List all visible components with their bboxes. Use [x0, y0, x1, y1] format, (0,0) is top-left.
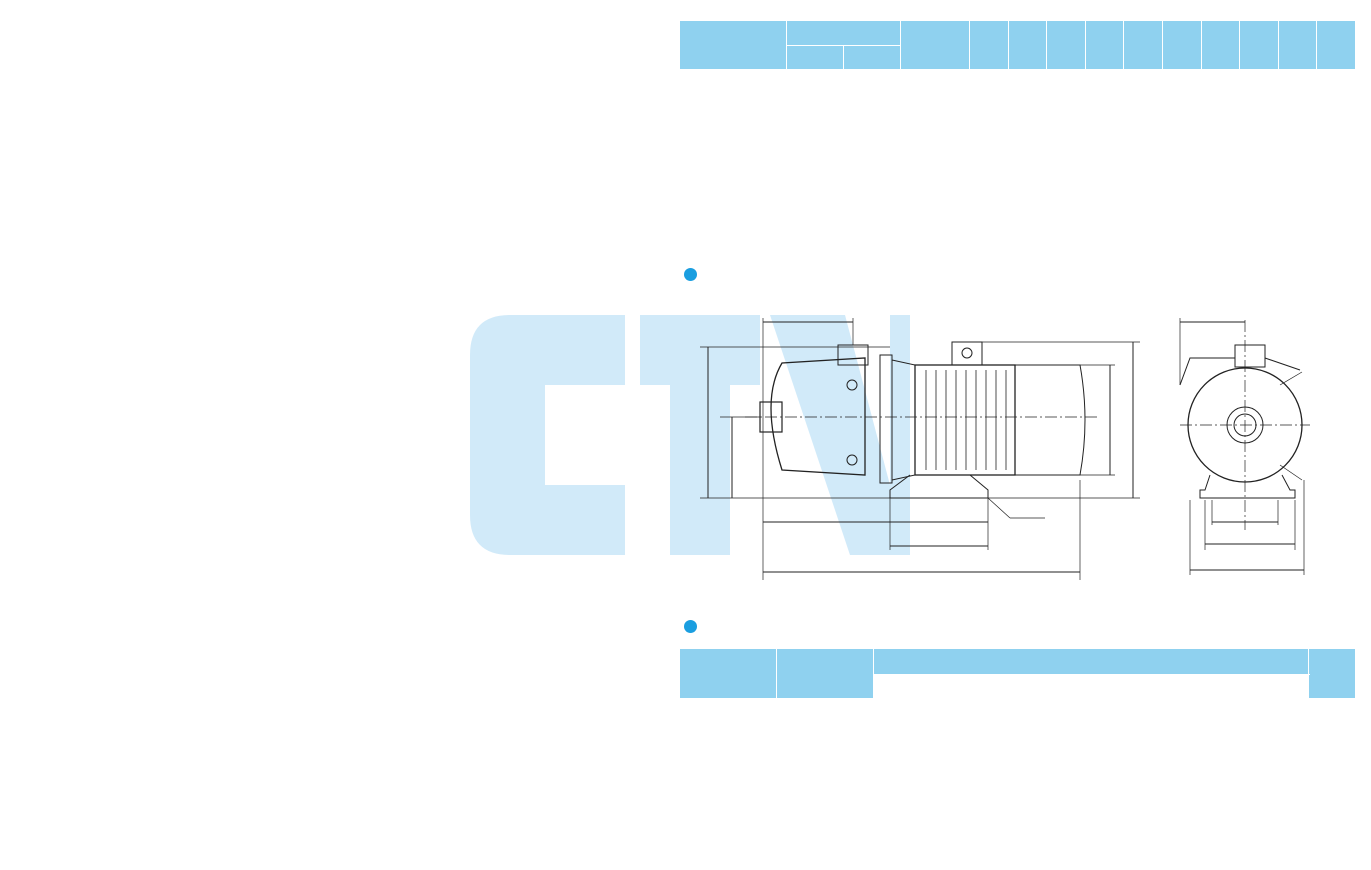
flow-point-header — [1162, 21, 1201, 69]
flow-point-header — [1317, 21, 1356, 69]
flow-point-header — [1085, 21, 1124, 69]
bullet-icon — [684, 268, 697, 281]
header-q — [901, 21, 970, 69]
performance-table — [680, 21, 1356, 70]
header-driving-motor — [787, 21, 901, 45]
size-heading — [684, 620, 705, 633]
header-kw — [787, 45, 844, 69]
installation-sketch — [690, 300, 1370, 590]
flow-point-header — [1278, 21, 1317, 69]
header-hp — [844, 45, 901, 69]
performance-charts — [0, 0, 670, 870]
flow-point-header — [970, 21, 1009, 69]
flow-point-header — [1124, 21, 1163, 69]
installation-heading — [684, 268, 705, 281]
size-table — [680, 649, 1356, 699]
flow-point-header — [1240, 21, 1279, 69]
flow-point-header — [1047, 21, 1086, 69]
flow-point-header — [1201, 21, 1240, 69]
bullet-icon — [684, 620, 697, 633]
flow-point-header — [1008, 21, 1047, 69]
header-motor — [680, 649, 777, 698]
header-weight — [1309, 649, 1356, 698]
header-model — [777, 649, 874, 698]
header-model — [680, 21, 787, 69]
header-size — [874, 649, 1309, 674]
